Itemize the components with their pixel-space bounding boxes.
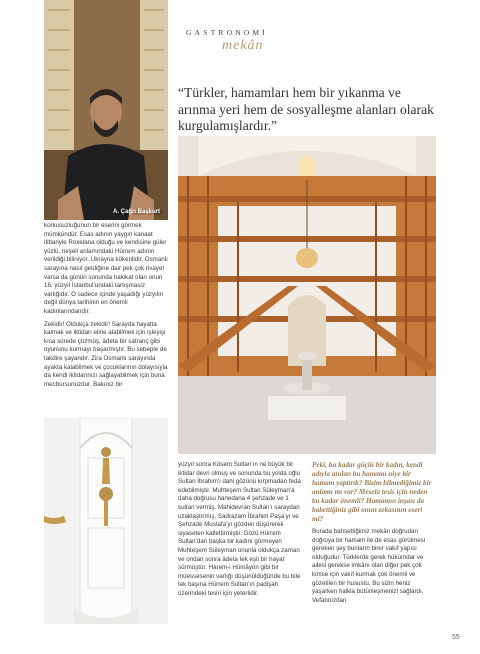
page-number: 55 <box>452 634 460 641</box>
body-column-middle <box>178 461 304 603</box>
fountain-photo <box>44 418 168 624</box>
body-column-right <box>312 528 436 609</box>
section-title: mekân <box>222 38 264 53</box>
body-paragraph: Zekidir! Oldukça zekidir! Sarayda hayatta kalmak ve iktidarı eline alabilmek için işleyişi kısa sürede çözmüş, âdeta bir satranç gibi oyununu kurmayı başarmıştır. Bu sebeple de takdire şayandır. Zira Osmanlı sarayında ayakta kalabilmek ve çocuklarının dolayısıyla da kendi iktidarınızı sağlayabilmek için buna mecbursunuzdur. Bakınız bir <box>44 320 168 388</box>
body-paragraph: yüzyıl sonra Kösem Sultan’ın ne büyük bir iktidar devri olmuş ve sonunda bu yolda oğlu Sultan İbrahim’i dahi gözünü kırpmadan feda edebilmiştir. Muhteşem Sultan Süleyman’a daha doğrusu hanedana 4 şehzade ve 1 sultan vermiş. Mahidevran Sultan’ı saraydan uzaklaştırmış, Sadrazam İbrahim Paşa’yı ve Şehzade Mustafa’yı gözden düşürerek siyaseten katlettirmiştir. Gözü Hürrem Sultan’dan başka bir kadını görmeyen Muhteşem Süleyman onunla oldukça zaman ve ondan sonra âdeta tek eşli bir hayat sürmüştür. Harem-i Hümâyûn gibi bir müessesenin varlığı düşünüldüğünde bu bile tek başına Hürrem Sultan’ın padişah üzerindeki tesiri için yeterlidir. <box>178 461 301 597</box>
interview-question: Peki, bu kadar güçlü bir kadın, kendi adıyla anılan bu hamamı niye bir hamam yaptırdı? Bizim bilmediğimiz bir anlamı mı var? Mesela tesis için neden bu kadar önemli? Hamamın inşası da babettiğiniz gibi onun zekasının eseri mi? <box>312 461 432 523</box>
portrait-illustration <box>44 0 168 220</box>
body-column-left <box>44 222 170 393</box>
section-kicker: GASTRONOMİ <box>186 28 269 37</box>
body-paragraph: Burada bahsettiğimiz mekân doğrudan doğruya bir hamam ile de esas görülmesi gereken şey bunların birer vakıf yapısı olduğudur. Türklerde gerek hükümdar ve ailesi gerekse imkânı olan diğer pek çok kimse için vakıf kurmak çok önemli ve gözetilen bir husustu. Bu sizin heniz yaşarken halkla bütünleşmenizi sağlardı. Vefatınızdan <box>312 528 426 604</box>
fountain-illustration <box>44 418 168 624</box>
hamam-illustration <box>178 136 436 454</box>
pull-quote: “Türkler, hamamları hem bir yıkanma ve arınma yeri hem de sosyalleşme alanları olarak kurgulamışlardır.” <box>178 85 434 133</box>
body-paragraph: korkusuzluğunun bir eserini görmek mümkündür. Esas adının yaygın kanaat itibariyle Roxelana olduğu ve kendisine güler yüzlü, neşeli anlamındaki Hürrem adının verildiği biliniyor. Ukrayna kökenlidir. Osmanlı sarayına nasıl geldiğine dair pek çok rivayet varsa da günün sonunda hakikat olan onun 16. yüzyıl İstanbul’undaki tartışmasız varlığıdır. O sadece içinde yaşadığı yüzyılın değil dünya tarihinin en önemli kadınlarındandır. <box>44 222 168 315</box>
hamam-interior-photo <box>178 136 436 454</box>
photo-caption: A. Çağrı Başkurt <box>113 209 161 215</box>
portrait-photo <box>44 0 168 220</box>
